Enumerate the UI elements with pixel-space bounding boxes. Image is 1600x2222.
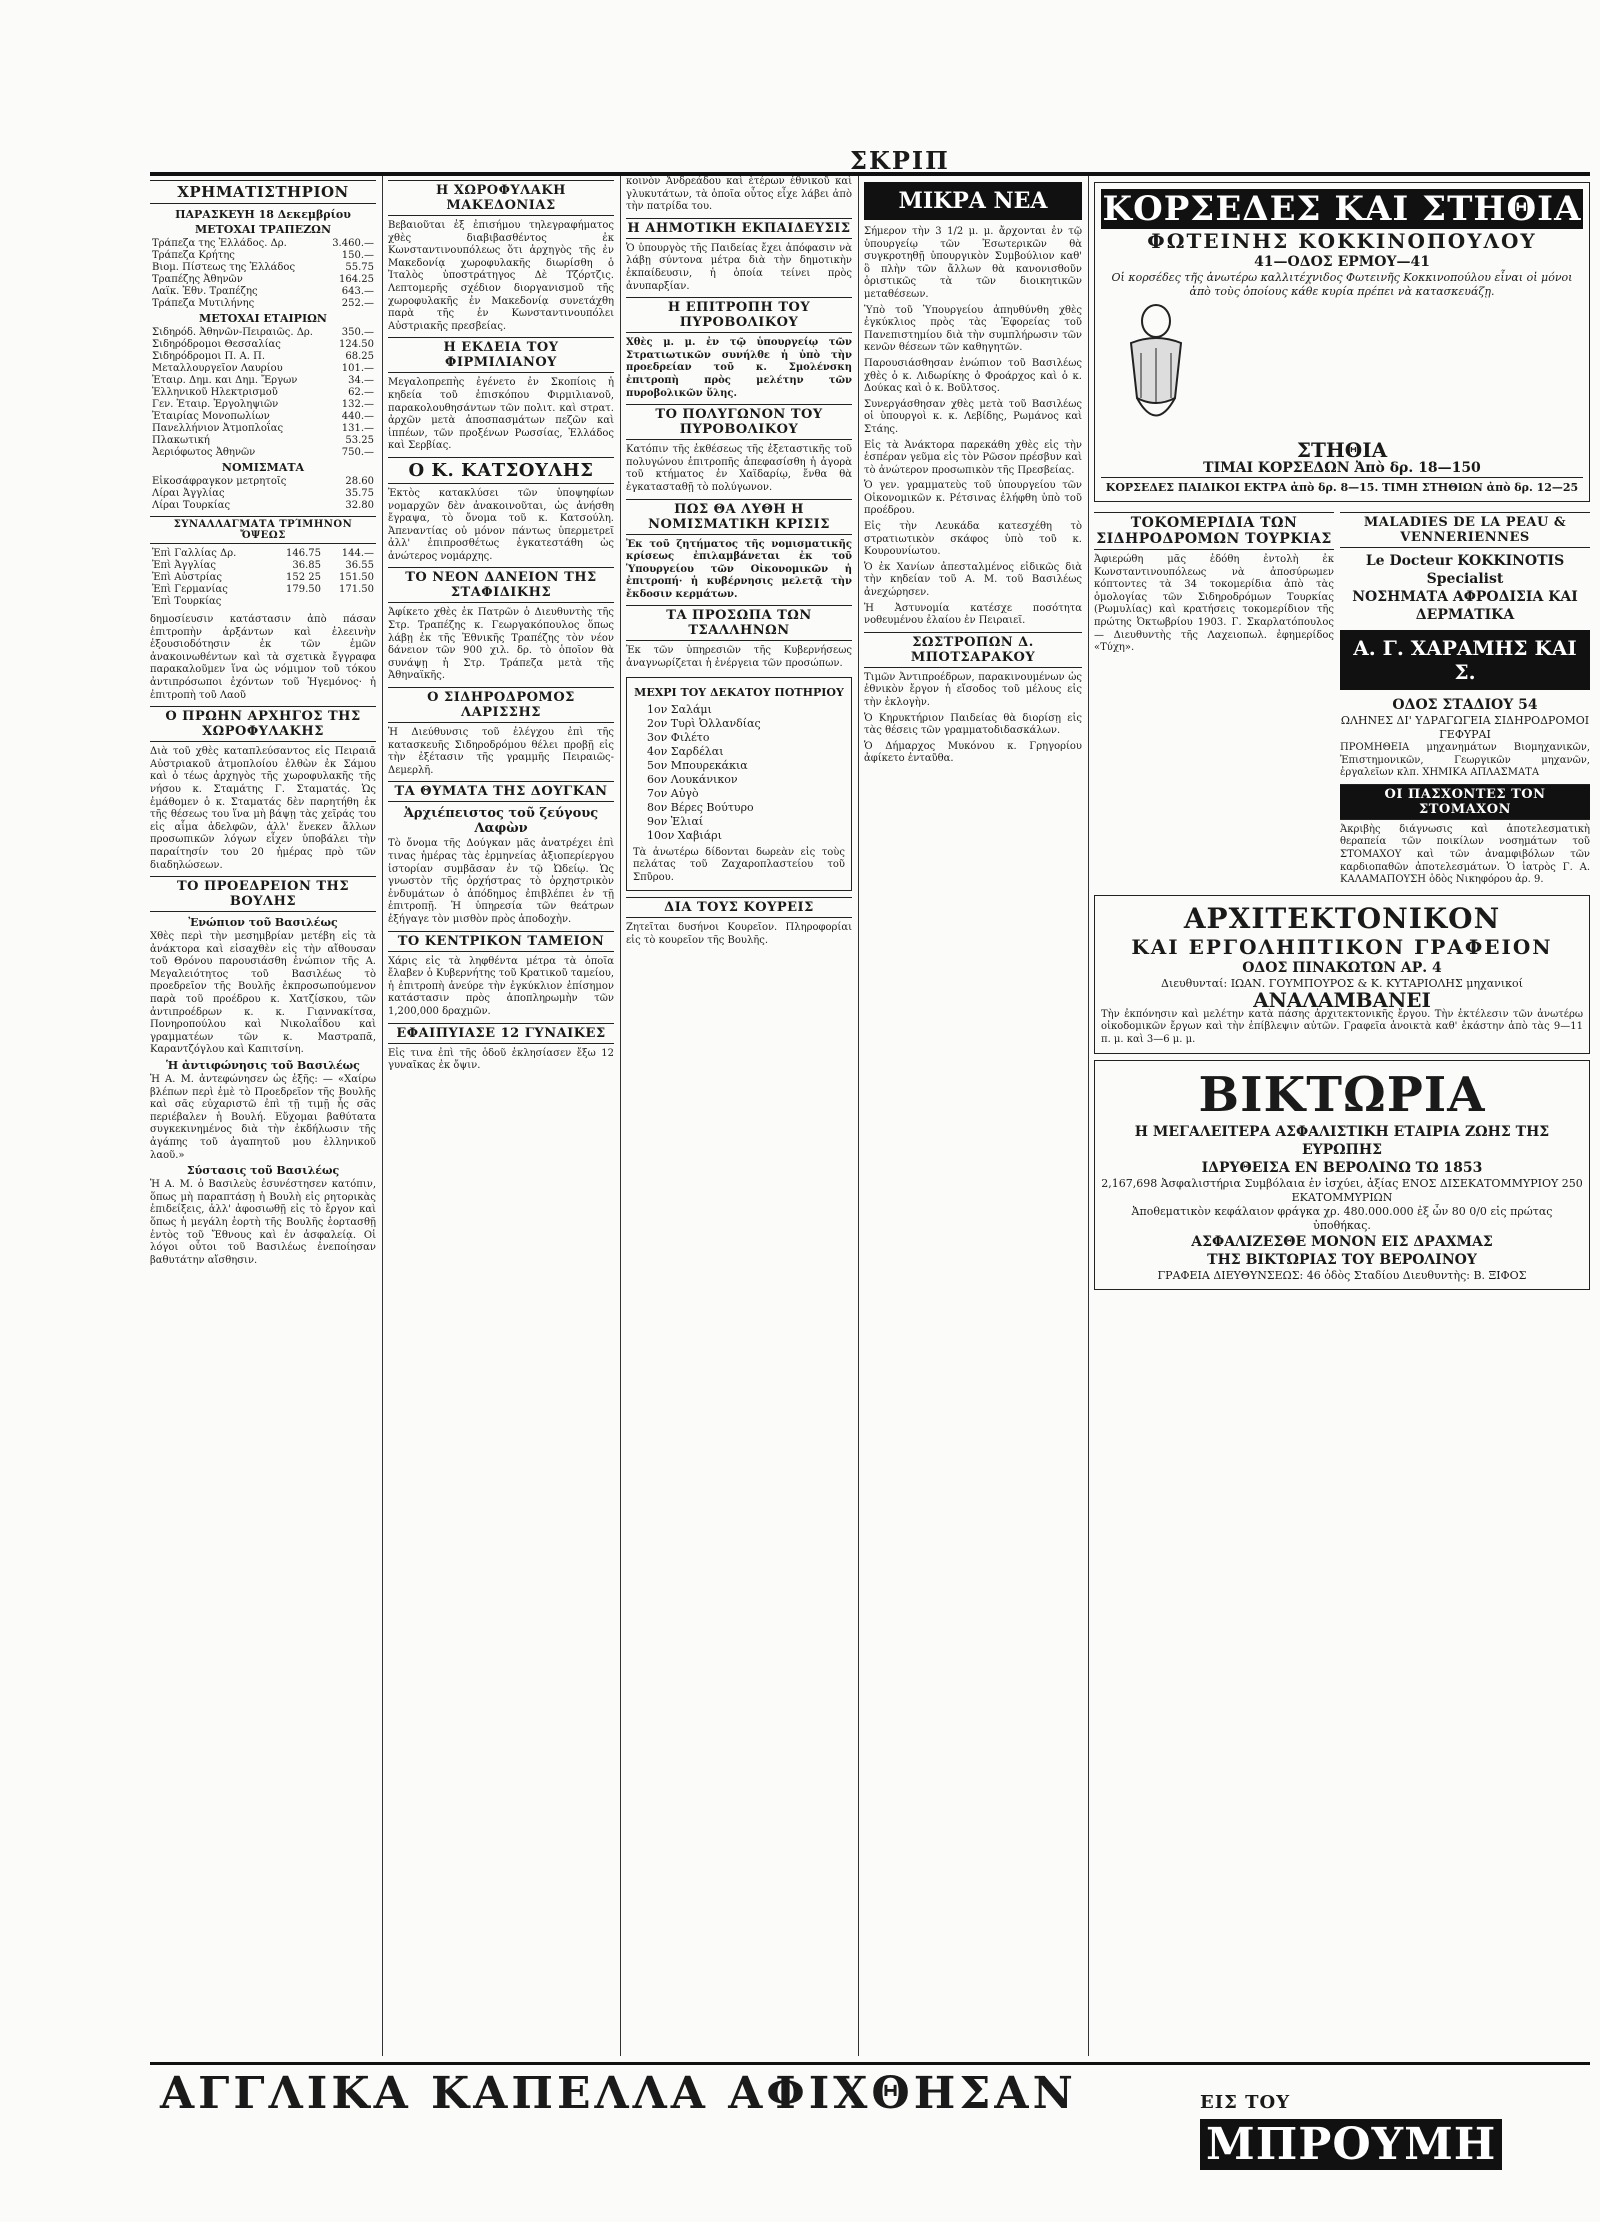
ad-address: 41—ΟΔΟΣ ΕΡΜΟΥ—41 [1254, 254, 1430, 270]
article-text: Ζητεῖται δυσήνοι Κουρεῖον. Πληροφορίαι εἰς τὸ κουρεῖον τῆς Βουλῆς. [626, 922, 852, 947]
table-row: Βιομ. Πίστεως της Ἑλλάδος 55.75 [152, 262, 374, 273]
ad-title: ΒΙΚΤΩΡΙΑ [1198, 1066, 1486, 1123]
ad-heading: ΣΤΗΘΙΑ [1296, 438, 1388, 462]
article-text: Ἡ Α. Μ. ὁ Βασιλεὺς ἐσυνέστησεν κατόπιν, ὅπως μὴ παραπτάσῃ ἡ Βουλὴ εἰς ρητορικὰς ἐπιδείξεις, ἀλλ' ἀφοσιωθῇ εἰς τὸ ἔργον καὶ ὅπως ἡ μεγάλη ἑορτὴ τῆς Βουλῆς ἑορτασθῇ ἐντὸς τοῦ Ἔθνους καὶ ἐν ἀσφαλείᾳ. Οἱ λόγοι οὗτοι τοῦ Βασιλέως ἐνεποίησαν βαθυτάτην αἴσθησιν. [150, 1179, 376, 1266]
article-heading: Ο ΣΙΔΗΡΟΔΡΟΜΟΣ ΛΑΡΙΣΣΗΣ [388, 687, 614, 723]
ad-title: ΚΟΡΣΕΔΕΣ ΚΑΙ ΣΤΗΘΙΑ [1102, 189, 1582, 229]
article-text: Χθὲς μ. μ. ἐν τῷ ὑπουργείῳ τῶν Στρατιωτικῶν συνήλθε ἡ ὑπὸ τὴν προεδρείαν τοῦ κ. Σμολένσκη ἐπιτροπὴ πρὸς μελέτην τῶν πυροβολικῶν ὕλης. [626, 337, 852, 399]
table-title: ΣΥΝΑΛΛΑΓΜΑΤΑ ΤΡΊΜΗΝΟΝ ὌΨΕΩΣ [150, 516, 376, 544]
column-rule [858, 176, 859, 2056]
table-title: ΜΕΤΟΧΑΙ ΕΤΑΙΡΙΩΝ [199, 312, 327, 325]
ad-text: ΑΣΦΑΛΙΖΕΣΘΕ ΜΟΝΟΝ ΕΙΣ ΔΡΑΧΜΑΣ [1191, 1233, 1493, 1250]
ad-doctor-name: Le Docteur KOKKINOTIS Specialist [1365, 553, 1565, 587]
news-item: Ὁ Κηρυκτήριον Παιδείας θὰ διορίσῃ εἰς τὰς θέσεις τῶν γραμματοδιδασκάλων. [864, 712, 1082, 737]
news-item: Τιμῶν Ἀντιπροέδρων, παρακινουμένων ὡς ἐθνικὸν ἔργον ἡ εἴσοδος τοῦ μέλους εἰς τὴν ἐκλογὴν. [864, 671, 1082, 708]
article-text: Εἰς τινα ἐπὶ τῆς ὁδοῦ ἐκλησίασεν ἔξω 12 γυναῖκας ἐκ ὄψιν. [388, 1047, 614, 1072]
article-subheading: Ἐνώπιον τοῦ Βασιλέως [188, 916, 338, 930]
article-text: Ἀφίκετο χθὲς ἐκ Πατρῶν ὁ Διευθυντὴς τῆς Στρ. Τραπέζης κ. Γεωργακόπουλος ὅπως λάβῃ ἐκ τῆς Ἐθνικῆς Τραπέζης τὸν νέον δάνειον τῶν 900 χιλ. δρ. τὸ ὁποῖον θὰ συνάψῃ ἡ Στρ. Τράπεζα μετὰ τῆς Ἀθηναϊκῆς. [388, 607, 614, 682]
article-heading: Η ΧΩΡΟΦΥΛΑΚΗ ΜΑΚΕΔΟΝΙΑΣ [388, 180, 614, 216]
news-item: Ὁ γεν. γραμματεὺς τοῦ ὑπουργείου τῶν Οἰκονομικῶν κ. Ρέτσινας ἐλήφθη ὑπὸ τοῦ προέδρου. [864, 480, 1082, 517]
ad-insurance [1094, 1060, 1590, 1290]
ad-architecture [1094, 895, 1590, 1054]
article-heading: ΤΑ ΘΥΜΑΤΑ ΤΗΣ ΔΟΥΓΚΑΝ [388, 781, 614, 802]
article-text: Ἡ Α. Μ. ἀντεφώνησεν ὡς ἑξῆς: — «Χαίρω βλέπων περὶ ἐμὲ τὸ Προεδρεῖον τῆς Βουλῆς καὶ σᾶς εὐχαριστῶ ἐπὶ τῇ τιμῇ ἧς σᾶς περιέβαλεν ἡ Βουλή. Εὔχομαι βαθύτατα συγκεκινημένος διὰ τὴν ἐκδήλωσιν τῆς ἀγάπης τοῦ ἀγαπητοῦ μου ἑλληνικοῦ λαοῦ.» [150, 1074, 376, 1161]
ad-directors: Διευθυνταί: ΙΩΑΝ. ΓΟΥΜΠΟΥΡΟΣ & Κ. ΚΥΤΑΡΙΟΛΗΣ μηχανικοί [1161, 976, 1523, 990]
column-stock-exchange [150, 176, 376, 1267]
table-row: Σιδηρόδρομοι Θεσσαλίας 124.50 [152, 339, 374, 350]
ad-prices: ΤΙΜΑΙ ΚΟΡΣΕΔΩΝ Ἀπὸ δρ. 18—150 [1203, 460, 1481, 476]
newspaper-title: ΣΚΡΙΠ [850, 146, 950, 175]
table-row: Τράπεζα Μυτιλήνης 252.— [152, 298, 374, 309]
menu-note: Τὰ ἀνωτέρω δίδονται δωρεὰν εἰς τοὺς πελάτας τοῦ Ζαχαροπλαστείου τοῦ Σπῦρου. [633, 846, 845, 883]
article-text: Χάρις εἰς τὰ ληφθέντα μέτρα τὰ ὁποῖα ἔλαβεν ὁ Κυβερνήτης τοῦ Κρατικοῦ ταμείου, ἡ ἐπιτροπὴ ἀνεύρε τὴν ἐγκύκλιον ἐπίσημον κατάστασιν πρὸς ἀποπληρωμὴν τῶν 1,200,000 δραχμῶν. [388, 955, 614, 1017]
exchange-table [150, 548, 376, 608]
ad-coupons [1094, 508, 1334, 887]
article-heading: ΣΩΣΤΡΟΠΩΝ Δ. ΜΠΟΤΣΑΡΑΚΟΥ [864, 632, 1082, 668]
article-heading: Ο ΠΡΩΗΝ ΑΡΧΗΓΟΣ ΤΗΣ ΧΩΡΟΦΥΛΑΚΗΣ [150, 706, 376, 742]
article-text: Ἡ Διεύθυνσις τοῦ ἐλέγχου ἐπὶ τῆς κατασκευῆς Σιδηροδρόμου θέλει προβῇ εἰς τὴν ἐξέτασιν τῆς γραμμῆς Πειραιῶς-Δεμερλῆ. [388, 727, 614, 776]
footer-rule [150, 2062, 1590, 2065]
article-text: Διὰ τοῦ χθὲς καταπλεύσαντος εἰς Πειραιᾶ Αὐστριακοῦ ἀτμοπλοίου ἐλθὼν ἐκ Σάμου καὶ ὁ τέως ἀρχηγὸς τῆς χωροφυλακῆς τῆς νήσου κ. Σταμάτης Γ. Σταματάς. Ὡς ἐμάθομεν ὁ κ. Σταματάς δὲν παρητήθη ἐκ τῆς θέσεως του ἵνα μὴ βάψῃ τὰς χεῖράς του εἰς αἷμα ἀδελφῶν, ἀλλ' ἕνεκεν ἄλλων προσωπικῶν λόγων εἶχεν ὑποβάλει τὴν παραίτησίν του 20 ἡμέρας πρὸ τῶν διαδηλώσεων. [150, 746, 376, 871]
column-rule [382, 176, 383, 2056]
article-heading: ΤΟ ΚΕΝΤΡΙΚΟΝ ΤΑΜΕΙΟΝ [388, 931, 614, 952]
ad-address: ΟΔΟΣ ΠΙΝΑΚΩΤΩΝ ΑΡ. 4 [1242, 959, 1442, 976]
column-rule [620, 176, 621, 2056]
article-text: Κατόπιν τῆς ἐκθέσεως τῆς ἐξεταστικῆς τοῦ πολυγώνου ἐπιτροπῆς ἀπεφασίσθη ἡ ἀγορὰ τοῦ κτήματος ἐν Χαϊδαρίῳ, ἔνθα θὰ ἐγκατασταθῇ τὸ πολύγωνον. [626, 444, 852, 493]
ad-heading: ΑΝΑΛΑΜΒΑΝΕΙ [1253, 987, 1431, 1012]
article-heading: Η ΑΗΜΟΤΙΚΗ ΕΚΠΑΙΔΕΥΣΙΣ [626, 218, 852, 239]
section-heading: ΜΙΚΡΑ ΝΕΑ [864, 182, 1082, 220]
article-subheading: Σύστασις τοῦ Βασιλέως [186, 1164, 340, 1178]
table-title: ΝΟΜΙΣΜΑΤΑ [221, 461, 305, 474]
ad-footer: ΚΟΡΣΕΔΕΣ ΠΑΙΔΙΚΟΙ ΕΚΤΡΑ ἀπὸ δρ. 8—15. ΤΙΜΗ ΣΤΗΘΙΩΝ ἀπὸ δρ. 12—25 [1101, 477, 1583, 495]
list-item: 2ον Τυρὶ Ὀλλανδίας [647, 716, 761, 730]
ad-address: ΟΔΟΣ ΣΤΑΔΙΟΥ 54 [1392, 697, 1538, 713]
ad-text: ΠΡΟΜΗΘΕΙΑ μηχανημάτων Βιομηχανικῶν, Ἐπιστημονικῶν, Γεωργικῶν μηχανῶν, ἐργαλεῖων κλπ. ΧΗΜΙΚΑ ΑΠΛΑΣΜΑΤΑ [1340, 742, 1590, 779]
footer-brand-name: ΜΠΡΟΥΜΗ [1200, 2119, 1502, 2170]
list-item: 3ον Φιλέτο [647, 730, 710, 744]
ad-title: ΟΙ ΠΑΣΧΟΝΤΕΣ ΤΟΝ ΣΤΟΜΑΧΟΝ [1340, 784, 1590, 820]
list-item: 1ον Σαλάμι [647, 702, 712, 716]
list-item: 9ον Ἐλιαί [647, 814, 704, 828]
menu-title: ΜΕΧΡΙ ΤΟΥ ΔΕΚΑΤΟΥ ΠΟΤΗΡΙΟΥ [634, 685, 844, 699]
article-text: Ὁ ὑπουργὸς τῆς Παιδείας ἔχει ἀπόφασιν νὰ λάβῃ σύντονα μέτρα διὰ τὴν δημοτικὴν ἐκπαίδευσιν, ἡ ὁποία τείνει πρὸς ἀνυπαρξίαν. [626, 242, 852, 292]
news-item: Ὑπὸ τοῦ Ὑπουργείου ἀπηυθύνθη χθὲς ἐγκύκλιος πρὸς τὰς Ἐφορείας τοῦ Πανεπιστημίου διὰ τὴν συμπλήρωσιν τῶν κενῶν θέσεων τῶν καθηγητῶν. [864, 304, 1082, 354]
ad-title: ΑΡΧΙΤΕΚΤΟΝΙΚΟΝ [1183, 901, 1501, 935]
table-row: Ἐπὶ Γαλλίας Δρ. 146.75 144.— [152, 548, 374, 559]
table-row: Πλακωτική 53.25 [152, 435, 374, 446]
column-news-3 [626, 176, 852, 948]
ad-title: ΤΟΚΟΜΕΡΙΔΙΑ ΤΩΝ ΣΙΔΗΡΟΔΡΟΜΩΝ ΤΟΥΡΚΙΑΣ [1094, 512, 1334, 550]
ad-title: MALADIES DE LA PEAU & VENNERIENNES [1340, 512, 1590, 548]
table-row: Ἀεριόφωτος Ἀθηνῶν 750.— [152, 447, 374, 458]
article-heading: Η ΕΠΙΤΡΟΠΗ ΤΟΥ ΠΥΡΟΒΟΛΙΚΟΥ [626, 297, 852, 333]
table-row: Σιδηρόδ. Ἀθηνῶν-Πειραιῶς. Δρ. 350.— [152, 327, 374, 338]
list-item: 10ον Χαβιάρι [647, 828, 722, 842]
article-text: κοινὸν Ἀνδρεάδου καὶ ἑτέρων ἐθνικοῦ καὶ γλυκυτάτων, τὰ ὁποῖα οὗτος εἶχε λάβει ἀπὸ τὴν πατρίδα του. [626, 176, 852, 213]
news-item: Σήμερον τὴν 3 1/2 μ. μ. ἄρχονται ἐν τῷ ὑπουργείῳ τῶν Ἐσωτερικῶν θὰ συγκροτηθῇ ὑπουργικὸν Συμβούλιον καθ' ὃ πλὴν τῶν ἄλλων θὰ κανονισθοῦν ὁριστικῶς τὰ τῶν διοικητικῶν μεταθέσεων. [864, 226, 1082, 300]
ad-contact: ΓΡΑΦΕΙΑ ΔΙΕΥΘΥΝΣΕΩΣ: 46 ὁδὸς Σταδίου Διευθυντὴς: Β. ΞΙΦΟΣ [1157, 1268, 1527, 1282]
article-heading: ΤΟ ΠΡΟΕΔΡΕΙΟΝ ΤΗΣ ΒΟΥΛΗΣ [150, 876, 376, 912]
table-row: Ἐπὶ Γερμανίας 179.50 171.50 [152, 584, 374, 595]
ad-text: Οἱ κορσέδες τῆς ἀνωτέρω καλλιτέχνιδος Φωτεινῆς Κοκκινοπούλου εἶναι οἱ μόνοι ἀπὸ τοὺς ὁποίους κάθε κυρία πρέπει νὰ κατασκευάζῃ. [1111, 271, 1573, 298]
table-row: Λίραι Τουρκίας 32.80 [152, 500, 374, 511]
news-item: Εἰς τὴν Λευκάδα κατεσχέθη τὸ στρατιωτικὸν σκάφος ὑπὸ τοῦ κ. Κουρουνίωτου. [864, 521, 1082, 558]
banks-table [150, 238, 376, 310]
ad-text: ΙΔΡΥΘΕΙΣΑ ΕΝ ΒΕΡΟΛΙΝΩ ΤΩ 1853 [1201, 1159, 1483, 1176]
news-item: Ὁ ἐκ Χανίων ἀπεσταλμένος εἰδικῶς διὰ τὴν κηδείαν τοῦ Α. Μ. τοῦ Βασιλέως ἀνεχώρησεν. [864, 561, 1082, 599]
menu-list [633, 703, 845, 843]
list-item: 5ον Μπουρεκάκια [647, 758, 748, 772]
ad-text: Ἀφιερώθη μᾶς ἐδόθη ἐντολὴ ἐκ Κωνσταντινουπόλεως νὰ ἀποσύρωμεν κόπτοντες τὰ 34 τοκομερίδια ἀπὸ τὰς ὁμολογίας τῶν Σιδηροδρόμων Τουρκίας (Ρωμυλίας) καὶ κρατήσεις τοκομερίδιον τῆς πρώτης Ὀκτωβρίου 1903. Γ. Σκαρλατόπουλος — Διευθυντὴς τῆς Λαχειοπωλ. ἐφημερίδος «Τύχη». [1094, 554, 1334, 654]
ad-corsets [1094, 182, 1590, 502]
ad-text: ΩΛΗΝΕΣ ΔΙ' ΥΔΡΑΓΩΓΕΙΑ ΣΙΔΗΡΟΔΡΟΜΟΙ ΓΕΦΥΡΑΙ [1340, 714, 1590, 741]
article-text: Ἐκτὸς κατακλύσει τῶν ὑποψηφίων νομαρχῶν δὲν ἀνακοινοῦται, ὡς ἀνήσθη ἔγραψα, τὸ ὄνομα τοῦ κ. Κατσούλη. Ἀπεναντίας οὐ μόνον πάντως ὑπερμετρεῖ ἀλλ' ἐπιπροσθέτως ἐγκατεστάθη ὡς ἀνώτερος νομάρχης. [388, 487, 614, 562]
article-text: δημοσίευσιν κατάστασιν ἀπὸ πάσαν ἐπιτροπὴν ἀρξάντων καὶ ἐλεεινὴν ἐξουσιοδότησιν ἐκ τῶν ἐμῶν ἀνακοινωθέντων καὶ τὰ σχετικὰ ἔγγραφα παρακαλοῦμεν ἵνα ὡς νόμιμον τοῦ τόκου ἀντιπρόσωποι ἐχόντων τοῦ Ἡγεμόνος· ἡ ἐπιτροπὴ τοῦ Λαοῦ [150, 614, 376, 701]
ad-subtitle: ΝΟΣΗΜΑΤΑ ΑΦΡΟΔΙΣΙΑ ΚΑΙ ΔΕΡΜΑΤΙΚΑ [1352, 589, 1578, 623]
table-row: Μεταλλουργεῖον Λαυρίου 101.— [152, 363, 374, 374]
table-row: Τράπεζα της Ἑλλάδος. Δρ. 3.460.— [152, 238, 374, 249]
table-row: Ἐπὶ Αὐστρίας 152 25 151.50 [152, 572, 374, 583]
article-subheading: Ἀρχιέπειστος τοῦ ζεύγους Λαφὼν [403, 806, 599, 837]
list-item: 7ον Αὐγὸ [647, 786, 699, 800]
article-text: Χθὲς περὶ τὴν μεσημβρίαν μετέβη εἰς τὰ ἀνάκτορα καὶ εἰσαχθὲν εἰς τὴν αἴθουσαν τοῦ Θρόνου παρουσιάσθη ἐνώπιον τῆς Α. Μεγαλειότητος τοῦ Βασιλέως τὸ προεδρεῖον τῆς Βουλῆς ἐκπροσωπούμενον παρὰ τοῦ προέδρου κ. Χατζίσκου, τῶν ἀντιπροέδρων κ. κ. Γιαννακίτσα, Πονηροπούλου καὶ Νικολαΐδου καὶ γραμματέων τῶν κ. Μαστραπᾶ, Καραντζόγλου καὶ Καπιτσίνη. [150, 931, 376, 1056]
article-heading: ΤΟ ΠΟΛΥΓΩΝΟΝ ΤΟΥ ΠΥΡΟΒΟΛΙΚΟΥ [626, 404, 852, 440]
corset-illustration-icon [1101, 303, 1211, 433]
footer-brand-prefix: ΕΙΣ ΤΟΥ [1200, 2092, 1291, 2113]
news-item: Ἡ Ἀστυνομία κατέσχε ποσότητα νοθευμένου ἐλαίου ἐν Πειραιεῖ. [864, 602, 1082, 627]
article-text: Τὸ ὄνομα τῆς Δούγκαν μᾶς ἀνατρέχει ἐπὶ τινας ἡμέρας τὰς ἑρμηνείας ἀξιοπερίεργου ἱστορίαν συμβᾶσαν ἐν τῷ Ὠδείῳ. Ὡς γνωστὸν τῆς ὀρχήστρας τὸ ὀρχηστρικὸν ἐνδυμάτων ὁ ἀπόδημος ἐπιβλέπει ἐν τῇ ἐπιτροπῇ. Ἡ ὑπηρεσία τῶν θεάτρων ἐξήγαγε τὸν μισθὸν πρὸς ἀποδοχὴν. [388, 838, 614, 925]
table-row: Ἐπὶ Τουρκίας [152, 596, 222, 607]
table-row: Σιδηρόδρομοι Π. Α. Π. 68.25 [152, 351, 374, 362]
table-row: Ἑλληνικοῦ Ηλεκτρισμοῦ 62.— [152, 387, 374, 398]
article-heading: ΤΟ ΝΕΟΝ ΔΑΝΕΙΟΝ ΤΗΣ ΣΤΑΦΙΔΙΚΗΣ [388, 567, 614, 603]
article-heading: Η ΕΚΔΕΙΑ ΤΟΥ ΦΙΡΜΙΛΙΑΝΟΥ [388, 337, 614, 373]
ad-subtitle: ΦΩΤΕΙΝΗΣ ΚΟΚΚΙΝΟΠΟΥΛΟΥ [1147, 229, 1537, 253]
table-row: Ἐπὶ Ἀγγλίας 36.85 36.55 [152, 560, 374, 571]
menu-box [626, 677, 852, 892]
ad-text: 2,167,698 Ἀσφαλιστήρια Συμβόλαια ἐν ἰσχύει, ἀξίας ΕΝΟΣ ΔΙΣΕΚΑΤΟΜΜΥΡΙΟΥ 250 ΕΚΑΤΟΜΜΥΡΙΩΝ [1101, 1176, 1583, 1204]
list-item: 4ον Σαρδέλαι [647, 744, 724, 758]
table-row: Γεν. Ἐταιρ. Ἐργοληψιῶν 132.— [152, 399, 374, 410]
article-text: Μεγαλοπρεπὴς ἐγένετο ἐν Σκοπίοις ἡ κηδεία τοῦ ἐπισκόπου Φιρμιλιανοῦ, παρακολουθησάντων τῶν πολιτ. καὶ στρατ. ἀρχῶν μετὰ ἀποσπασμάτων πεζῶν καὶ ἱππέων, τῶν προξένων Ρωσσίας, Ἑλλάδος καὶ Σερβίας. [388, 377, 614, 452]
list-item: 8ον Βέρες Βούτυρο [647, 800, 754, 814]
table-row: Τραπέζης Ἀθηνῶν 164.25 [152, 274, 374, 285]
ad-doctor [1340, 508, 1590, 887]
table-row: Τράπεζα Κρήτης 150.— [152, 250, 374, 261]
footer-headline: ΑΓΓΛΙΚΑ ΚΑΠΕΛΛΑ ΑΦΙΧΘΗΣΑΝ [160, 2068, 1077, 2119]
column-news-2 [388, 176, 614, 1073]
ad-text: ΤΗΣ ΒΙΚΤΩΡΙΑΣ ΤΟΥ ΒΕΡΟΛΙΝΟΥ [1207, 1251, 1477, 1268]
article-heading: ΤΑ ΠΡΟΣΩΠΑ ΤΩΝ ΤΣΑΛΛΗΝΩΝ [626, 605, 852, 641]
news-item: Συνεργάσθησαν χθὲς μετὰ τοῦ Βασιλέως οἱ ὑπουργοὶ κ. κ. Λεβίδης, Ρωμάνος καὶ Στάης. [864, 398, 1082, 435]
news-item: Ὁ Δήμαρχος Μυκόνου κ. Γρηγορίου ἀφίκετο ἐνταῦθα. [864, 740, 1082, 765]
ad-subtitle: ΚΑΙ ΕΡΓΟΛΗΠΤΙΚΟΝ ΓΡΑΦΕΙΟΝ [1131, 934, 1553, 959]
table-row: Πανελλήνιον Ἀτμοπλοΐας 131.— [152, 423, 374, 434]
table-title: ΜΕΤΟΧΑΙ ΤΡΑΠΕΖΩΝ [194, 223, 331, 236]
ad-text: Τὴν ἐκπόνησιν καὶ μελέτην κατὰ πάσης ἀρχιτεκτονικῆς ἔργου. Τὴν ἐκτέλεσιν τῶν ἀνωτέρω οἰκοδομικῶν ἔργων καὶ τὴν ἐπίβλεψιν αὐτῶν. Γραφεῖα ἀνοικτὰ καθ' ἑκάστην ἀπὸ τὰς 9—11 π. μ. καὶ 3—6 μ. μ. [1101, 1008, 1583, 1045]
column-rule [1088, 176, 1089, 2056]
column-advertisements [1094, 176, 1590, 1296]
article-heading: ΕΦΑΙΠΥΙΑΣΕ 12 ΓΥΝΑΙΚΕΣ [388, 1023, 614, 1044]
ad-title: Α. Γ. ΧΑΡΑΜΗΣ ΚΑΙ Σ. [1340, 630, 1590, 690]
article-text: Βεβαιοῦται ἐξ ἐπισήμου τηλεγραφήματος χθὲς διαβιβασθέντος ἐκ Κωνσταντινουπόλεως ὅτι ἀρχηγὸς τῆς ἐν Μακεδονίᾳ χωροφυλακῆς διωρίσθη ὁ Ἰταλὸς ὑποστράτηγος Δὲ Τζόρτζις. Λεπτομερῆς σχέδιον διοργανισμοῦ τῆς χωροφυλακῆς ἐν Μακεδονίᾳ συνετάχθη παρὰ τῆς ἐν Κωνσταντινουπόλει Αὐστριακῆς πρεσβείας. [388, 220, 614, 332]
table-row: Λαϊκ. Ἐθν. Τραπέζης 643.— [152, 286, 374, 297]
table-row: Ἐταιρ. Δημ. και Δημ. Ἔργων 34.— [152, 375, 374, 386]
article-text: Ἐκ τοῦ ζητήματος τῆς νομισματικῆς κρίσεως ἐπιλαμβάνεται ἐκ τοῦ Ὑπουργείου τῶν Οἰκονομικῶν ἡ ἐπιτροπή· ἡ κυβέρνησις μελετᾷ τὴν ἔκδοσιν κερμάτων. [626, 538, 852, 600]
masthead [150, 146, 1590, 176]
column-short-news [864, 176, 1082, 766]
table-row: Λίραι Ἀγγλίας 35.75 [152, 488, 374, 499]
companies-table [150, 327, 376, 459]
article-heading: ΔΙΑ ΤΟΥΣ ΚΟΥΡΕΙΣ [626, 897, 852, 918]
ad-text: Η ΜΕΓΑΛΕΙΤΕΡΑ ΑΣΦΑΛΙΣΤΙΚΗ ΕΤΑΙΡΙΑ ΖΩΗΣ ΤΗΣ ΕΥΡΩΠΗΣ [1134, 1123, 1550, 1158]
list-item: 6ον Λουκάνικον [647, 772, 738, 786]
ad-text: Ἀκριβὴς διάγνωσις καὶ ἀποτελεσματικὴ θεραπεία τῶν ποικίλων νοσημάτων τοῦ ΣΤΟΜΑΧΟΥ καὶ τῶν ἀναμφιβόλων τῶν καρδιοπαθῶν ἀποτελεσμάτων. Ὁ ἰατρὸς Γ. Α. ΚΑΛΑΜΑΠΟΥΣΗ ὁδὸς Νικηφόρου ἀρ. 9. [1340, 823, 1590, 886]
section-heading: ΧΡΗΜΑΤΙΣΤΗΡΙΟΝ [150, 180, 376, 204]
news-item: Παρουσιάσθησαν ἐνώπιον τοῦ Βασιλέως χθὲς ὁ κ. Λιδωρίκης ὁ Φροάρχος καὶ ὁ κ. Δούκας καὶ ὁ κ. Βοῦλτσος. [864, 357, 1082, 395]
article-subheading: Ἡ ἀντιφώνησις τοῦ Βασιλέως [166, 1059, 360, 1073]
coins-table [150, 476, 376, 512]
article-heading: Ο Κ. ΚΑΤΣΟΥΛΗΣ [388, 457, 614, 484]
table-row: Εἰκοσάφραγκον μετρητοῖς 28.60 [152, 476, 374, 487]
table-row: Ἐταιρίας Μονοπωλίων 440.— [152, 411, 374, 422]
ad-text: Ἀποθεματικὸν κεφάλαιον φράγκα χρ. 480.000.000 ἐξ ὧν 80 0/0 εἰς πρώτας ὑποθήκας. [1131, 1204, 1553, 1232]
footer-brand [1200, 2068, 1600, 2170]
date-line: ΠΑΡΑΣΚΕΥΗ 18 Δεκεμβρίου [175, 208, 351, 221]
news-item: Εἰς τὰ Ἀνάκτορα παρεκάθη χθὲς εἰς τὴν ἑσπέραν γεῦμα εἰς τὸν Ρῶσον πρέσβυν καὶ τὸ ἀνώτερον προσωπικὸν τῆς Πρεσβείας. [864, 439, 1082, 476]
article-text: Ἐκ τῶν ὑπηρεσιῶν τῆς Κυβερνήσεως ἀναγνωρίζεται ἡ ἐνέργεια τῶν προσώπων. [626, 645, 852, 670]
article-heading: ΠΩΣ ΘΑ ΛΥΘΗ Η ΝΟΜΙΣΜΑΤΙΚΗ ΚΡΙΣΙΣ [626, 499, 852, 535]
